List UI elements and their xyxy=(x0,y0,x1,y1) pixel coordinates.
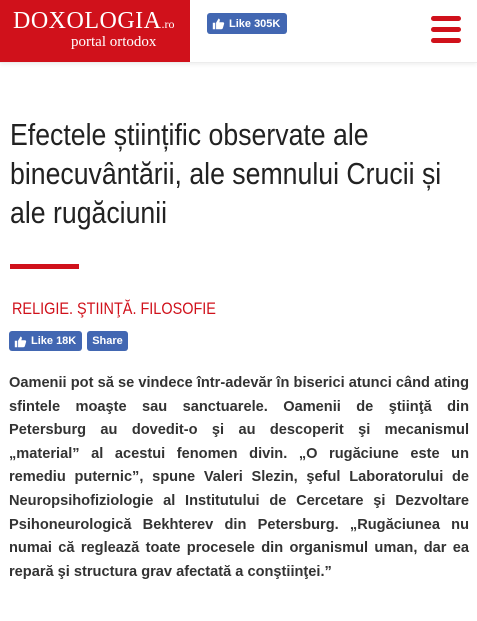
logo-tagline: portal ortodox xyxy=(71,34,157,50)
article-body-paragraph: Oamenii pot să se vindece într-adevăr în biserici atunci când ating sfintele moaşte sau sanctuarele. Oamenii de ştiinţă din Petersburg au dovedit-o şi au descoperit şi mecanismul „material” al acestui fenomen divin. „O rugăciune este un remediu puternic”, spune Valeri Slezin, şeful Laboratorului de Neuropsihofiziologie al Institutului de Cercetare şi Dezvoltare Psihoneurologică Bekhterev din Petersburg. „Rugăciunea nu numai că reglează toate procesele din organismul uman, dar ea repară şi structura grav afectată a conştiinţei.” xyxy=(9,375,469,580)
facebook-like-label: Like 305K xyxy=(229,17,281,30)
article-facebook-like-label: Like 18K xyxy=(31,335,77,347)
hamburger-menu-icon[interactable] xyxy=(429,14,463,46)
facebook-share-button[interactable] xyxy=(87,331,128,351)
site-logo[interactable] xyxy=(0,0,190,62)
title-underline-divider xyxy=(10,264,79,269)
logo-name: DOXOLOGIA xyxy=(13,8,162,34)
logo-tld: .ro xyxy=(161,17,175,31)
facebook-share-label: Share xyxy=(92,335,123,347)
article-title: Efectele științific observate ale binecuvântării, ale semnului Crucii și ale rugăciunii xyxy=(10,117,442,230)
category-link[interactable]: RELIGIE. ŞTIINŢĂ. FILOSOFIE xyxy=(12,299,216,318)
facebook-like-button[interactable] xyxy=(207,13,287,34)
site-header xyxy=(0,0,477,63)
thumbs-up-icon xyxy=(212,17,225,30)
article-facebook-like-button[interactable] xyxy=(9,331,82,351)
thumbs-up-icon xyxy=(14,335,27,348)
